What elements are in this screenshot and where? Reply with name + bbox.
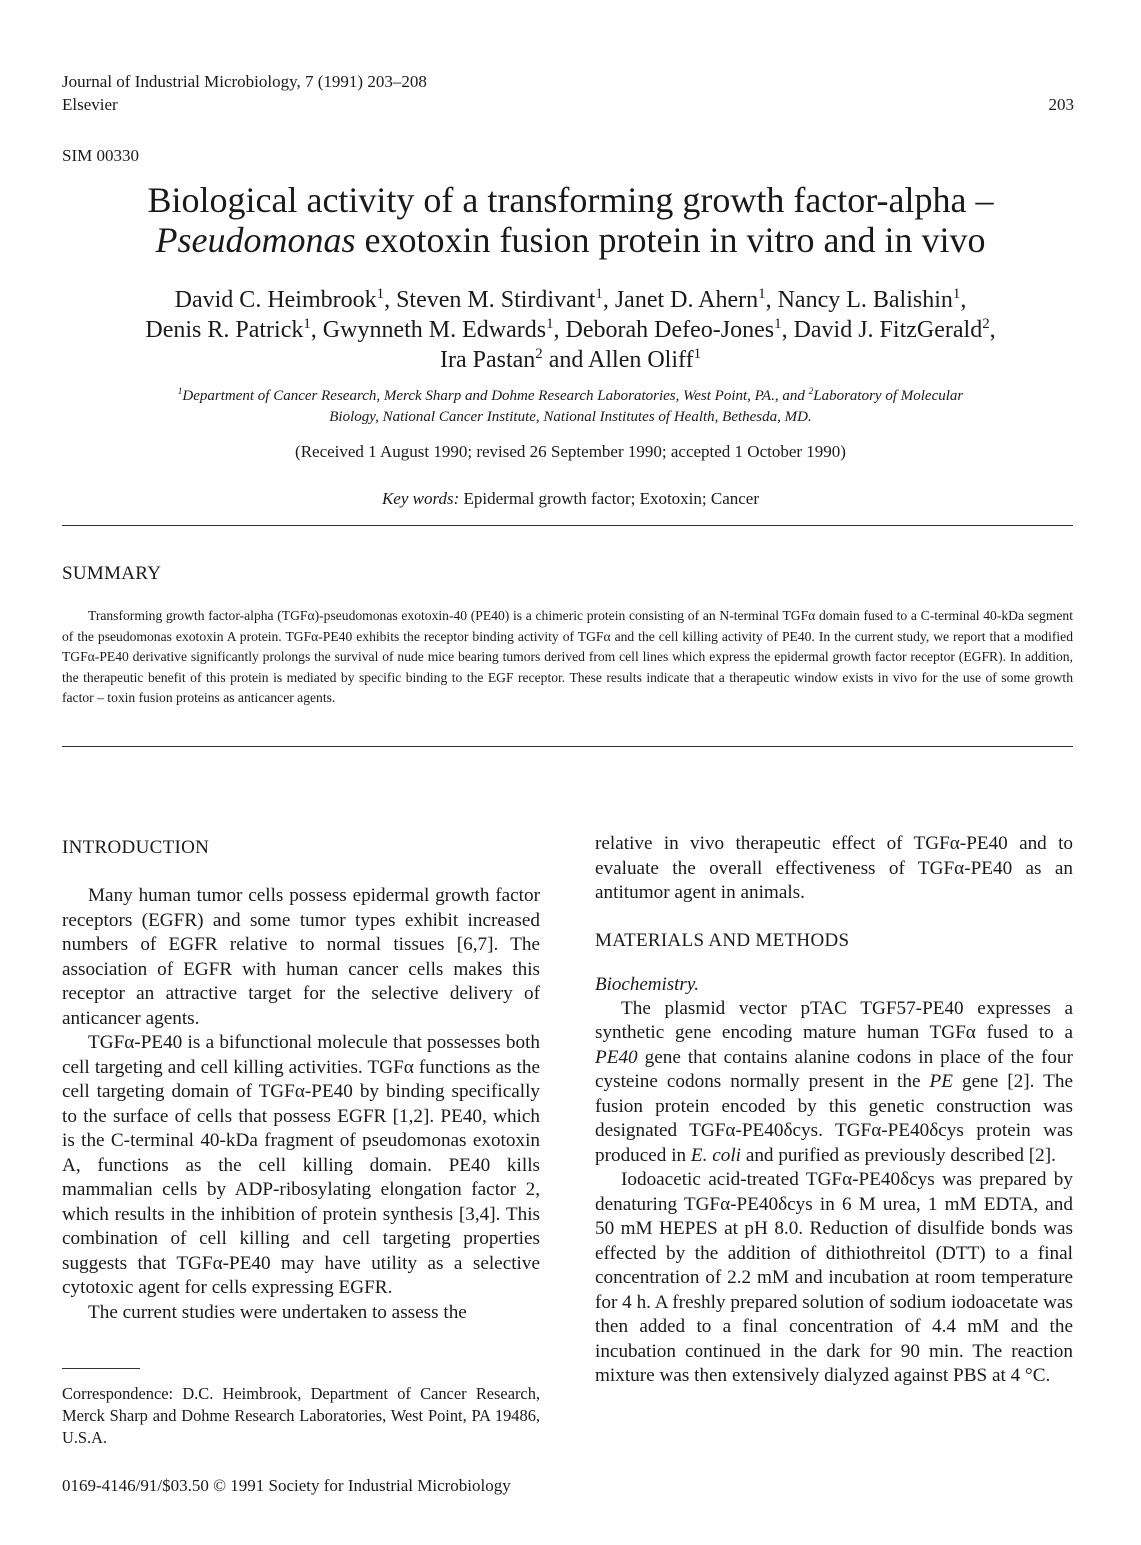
methods-heading: MATERIALS AND METHODS: [595, 929, 850, 951]
methods-paragraph-2: Iodoacetic acid-treated TGFα-PE40δcys was prepared by denaturing TGFα-PE40δcys in 6 M urea, 1 mM EDTA, and 50 mM HEPES at pH 8.0. Reduction of disulfide bonds was effected by the addition of dithiothreitol (DTT) to a final concentration of 2.2 mM and incubation at room temperature for 4 h. A freshly prepared solution of sodium iodoacetate was then added to a final concentration of 4.4 mM and the incubation continued in the dark for 90 min. The reaction mixture was then extensively dialyzed against PBS at 4 °C.: [595, 1169, 1073, 1386]
text-run: gene [2]. The fusion protein encoded by this genetic construction was designated TGFα-PE40δcys. TGFα-PE40δcys protein was produced in: [595, 1071, 1073, 1166]
author: Janet D. Ahern: [614, 287, 759, 313]
correspondence-note: Correspondence: D.C. Heimbrook, Department of Cancer Research, Merck Sharp and Dohme Research Laboratories, West Point, PA 19486, U.S.A.: [62, 1384, 540, 1447]
author-line-1: David C. Heimbrook$^1$, Steven M. Stirdivant$^1$, Janet D. Ahern$^1$, Nancy L. Balishin$^1$,: [174, 286, 967, 313]
affiliation-marker: 2: [535, 346, 543, 362]
affiliation-2: Laboratory of Molecular: [813, 388, 964, 404]
organism-name: E. coli: [690, 1144, 742, 1166]
title-line-1: Biological activity of a transforming growth factor-alpha –: [147, 180, 994, 220]
text-run: The plasmid vector pTAC TGF57-PE40 expresses a synthetic gene encoding mature human TGFα fused to a: [595, 997, 1073, 1043]
affiliation-line-1: [60, 386, 1081, 407]
title-line-2-rest: exotoxin fusion protein in vitro and in vivo: [355, 220, 986, 260]
author: Deborah Defeo-Jones: [565, 317, 775, 343]
author: David J. FitzGerald: [793, 317, 983, 343]
gene-name: PE40: [595, 1046, 638, 1068]
footnote-rule: [62, 1368, 140, 1369]
affiliation-line-2: Biology, National Cancer Institute, National Institutes of Health, Bethesda, MD.: [329, 409, 812, 425]
author: David C. Heimbrook: [174, 287, 377, 313]
affiliation-marker: 2: [982, 316, 990, 332]
methods-paragraph-1: [595, 997, 1073, 1169]
author: Gwynneth M. Edwards: [322, 317, 547, 343]
affiliation-1: Department of Cancer Research, Merck Sharp and Dohme Research Laboratories, West Point, PA., and: [182, 388, 809, 404]
bottom-rule: [62, 746, 1073, 747]
journal-citation: Journal of Industrial Microbiology, 7 (1991) 203–208: [62, 72, 427, 91]
author: Ira Pastan: [439, 347, 536, 373]
author-line-3: Ira Pastan$^2$ and Allen Oliff$^1$: [439, 346, 702, 373]
text-run: gene that contains alanine codons in place of the four cysteine codons normally present in the: [595, 1046, 1073, 1092]
keywords-text: Epidermal growth factor; Exotoxin; Cancer: [459, 489, 760, 508]
affiliation-marker: 1: [952, 286, 961, 302]
title-italic-genus: Pseudomonas: [155, 220, 356, 260]
author: Allen Oliff: [588, 347, 694, 373]
affiliation-marker: 2: [808, 387, 814, 397]
intro-paragraph-1: Many human tumor cells possess epidermal growth factor receptors (EGFR) and some tumor types exhibit increased numbers of EGFR relative to normal tissues [6,7]. The association of EGFR with human cancer cells makes this receptor an attractive target for the selective delivery of anticancer agents.: [62, 885, 540, 1029]
intro-paragraph-2: TGFα-PE40 is a bifunctional molecule that possesses both cell targeting and cell killing activities. TGFα functions as the cell targeting domain of TGFα-PE40 by binding specifically to the surface of cells that possess EGFR [1,2]. PE40, which is the C-terminal 40-kDa fragment of pseudomonas exotoxin A, functions as the cell killing domain. PE40 kills mammalian cells by ADP-ribosylating elongation factor 2, which results in the inhibition of protein synthesis [3,4]. This combination of cell killing and cell targeting properties suggests that TGFα-PE40 may have utility as a selective cytotoxic agent for cells expressing EGFR.: [62, 1032, 540, 1298]
affiliation-marker: 1: [177, 387, 183, 397]
page-number: 203: [1048, 95, 1074, 114]
top-rule: [62, 525, 1073, 526]
affiliation-marker: 1: [546, 316, 554, 332]
right-column: [595, 832, 1073, 1389]
gene-name: PE: [929, 1071, 953, 1092]
affiliation-marker: 1: [758, 286, 766, 302]
author: Steven M. Stirdivant: [396, 287, 596, 313]
affiliations: [60, 386, 1081, 428]
author-list: [60, 285, 1081, 375]
summary-heading: SUMMARY: [62, 563, 162, 584]
publisher: Elsevier: [62, 95, 118, 114]
affiliation-marker: 1: [303, 316, 311, 332]
title-line-2: [60, 220, 1081, 260]
summary-text: Transforming growth factor-alpha (TGFα)-pseudomonas exotoxin-40 (PE40) is a chimeric protein consisting of an N-terminal TGFα domain fused to a C-terminal 40-kDa segment of the pseudomonas exotoxin A protein. TGFα-PE40 exhibits the receptor binding activity of TGFα and the cell killing activity of PE40. In the current study, we report that a modified TGFα-PE40 derivative significantly prolongs the survival of nude mice bearing tumors derived from cell lines which express the epidermal growth factor receptor (EGFR). In addition, the therapeutic benefit of this protein is mediated by specific binding to the EGF receptor. These results indicate that a therapeutic window exists in vivo for the use of some growth factor – toxin fusion proteins as anticancer agents.: [62, 608, 1073, 705]
affiliation-marker: 1: [774, 316, 782, 332]
text-run: and purified as previously described [2].: [741, 1144, 1056, 1166]
author: Nancy L. Balishin: [777, 287, 953, 313]
intro-paragraph-3-continued: relative in vivo therapeutic effect of TGFα-PE40 and to evaluate the overall effectiveness of TGFα-PE40 as an antitumor agent in animals.: [595, 833, 1073, 903]
copyright-line: 0169-4146/91/$03.50 © 1991 Society for Industrial Microbiology: [62, 1476, 511, 1495]
affiliation-marker: 1: [693, 346, 702, 362]
author: Denis R. Patrick: [145, 317, 304, 343]
article-title: [60, 180, 1081, 260]
intro-paragraph-3: The current studies were undertaken to assess the: [88, 1301, 467, 1323]
biochemistry-subheading: Biochemistry.: [595, 973, 699, 995]
introduction-body: [62, 884, 540, 1325]
introduction-heading: INTRODUCTION: [62, 837, 210, 858]
received-dates: (Received 1 August 1990; revised 26 September 1990; accepted 1 October 1990): [295, 442, 846, 461]
affiliation-marker: 1: [376, 286, 385, 302]
affiliation-marker: 1: [595, 286, 603, 302]
sim-code: SIM 00330: [62, 146, 139, 165]
keywords: [60, 488, 1081, 510]
author-line-2: Denis R. Patrick$^1$, Gwynneth M. Edwards$^1$, Deborah Defeo-Jones$^1$, David J. FitzGerald$^2$,: [145, 316, 996, 343]
keywords-label: Key words:: [381, 489, 460, 508]
